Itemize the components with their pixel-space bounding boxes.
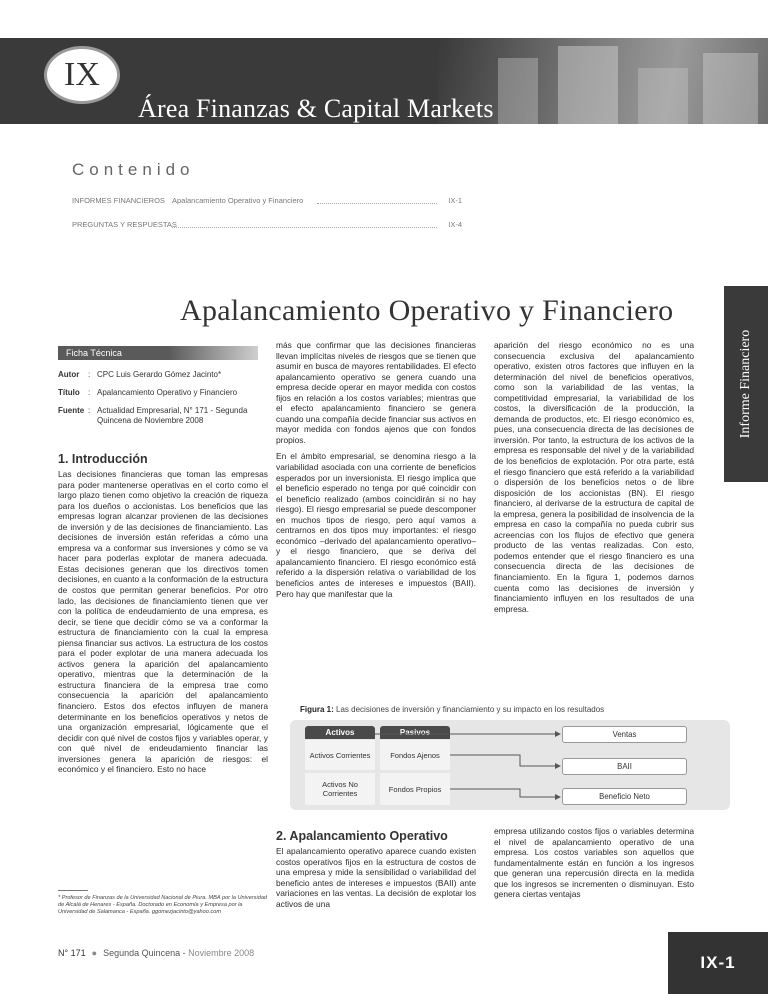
footnote: * Profesor de Finanzas de la Universidad Nacional de Piura. MBA por la Universidad de Alcalá de Henares - España. Doctorado en Economía y Empresa por la Universidad de Salamanca - España. ggomezjacinto@yahoo.com	[58, 895, 268, 915]
body-text: Las decisiones financieras que toman las empresas para poder mantenerse operativas en el corto como el largo plazo tienen como objetivo la creación de riqueza para los dueños o accionistas. Los beneficios que las empresas logran alcanzar provienen de las decisiones de inversión y de las decisiones de financiamiento. Las decisiones de inversión están referidas a cómo una empresa va a conformar sus inversiones y cómo se va hacer para poderlas explotar de manera adecuada. Estas decisiones generan que los directivos tomen decisiones, en cuanto a la conformación de la estructura de costos que permitan generar beneficios. Por otro lado, las decisiones de financiamiento tienen que ver con la política de endeudamiento de una empresa, es decir, se tiene que decidir cómo se va a conformar la estructura de financiamiento con la cual la empresa piensa financiar sus activos. La estructura de los costos para el poder explotar de una manera adecuada los activos genera la aparición del apalancamiento operativo, mientras que la determinación de la estructura financiera de la empresa trae como consecuencia la aparición del apalancamiento financiero. Estos dos efectos influyen de manera determinante en los beneficios operativos y netos de una organización empresarial, lógicamente que el decidir con qué nivel de costos fijos y variables operar, y con qué nivel de endeudamiento financiar las inversiones genera la aparición de riesgos: el económico y el financiero. Esto no hace	[58, 469, 268, 775]
activos-header: Activos	[305, 726, 375, 739]
activos-corrientes: Activos Corrientes	[305, 740, 375, 770]
contents-title: Contenido	[72, 160, 195, 179]
baii-box: BAII	[562, 758, 687, 775]
toc-section: INFORMES FINANCIEROS	[72, 196, 165, 205]
body-text: aparición del riesgo económico no es una consecuencia exclusiva del apalancamiento operativo, existen otros factores que influyen en la determinación del nivel de beneficios operativos, como son la variabilidad de las ventas, la competitividad empresarial, la variabilidad de los costos, la diversificación de la producción, la demanda de productos, etc. El riesgo económico es, pues, una consecuencia directa de las decisiones de inversión. Por tanto, la estructura de los activos de la empresa es responsable del nivel y de la variabilidad de los beneficios de explotación. Por otra parte, está el riesgo financiero que está referido a la variabilidad o dispersión de los beneficios netos o de libre disposición de los accionistas (BN). El riesgo financiero, al derivarse de la estructura de capital de la empresa, genera la posibilidad de insolvencia de la empresa en caso la compañía no pueda cubrir sus acreencias con los flujos de efectivo que genera producto de las ventas realizadas. Con esto, podemos entender que el riesgo financiero es una consecuencia directa de las decisiones de financiamiento. En la figura 1, podemos darnos cuenta como las decisiones de inversión y financiamiento influyen en los resultados de una empresa.	[494, 340, 694, 614]
activos-no-corrientes: Activos No Corrientes	[305, 773, 375, 805]
toc-leader	[172, 227, 437, 228]
toc-page: IX-4	[448, 220, 462, 229]
section-heading: 1. Introducción	[58, 452, 148, 466]
toc-row[interactable]	[72, 196, 462, 210]
ficha-header: Ficha Técnica	[58, 346, 258, 360]
toc-item[interactable]: Apalancamiento Operativo y Financiero	[172, 196, 304, 205]
section-title: Área Finanzas & Capital Markets	[138, 94, 494, 123]
arrow-baii	[450, 755, 560, 766]
fondos-propios: Fondos Propios	[380, 773, 450, 805]
figure-caption: Figura 1: Las decisiones de inversión y financiamiento y su impacto en los resultados	[300, 705, 605, 714]
footnote-rule	[58, 890, 88, 891]
side-tab	[724, 286, 768, 482]
section-badge: IX	[44, 46, 120, 104]
pasivos-header: Pasivos	[380, 726, 450, 739]
toc-row[interactable]	[72, 220, 462, 234]
section-heading: 2. Apalancamiento Operativo	[276, 829, 448, 843]
ventas-box: Ventas	[562, 726, 687, 743]
footer-issue: N° 171 ● Segunda Quincena - Noviembre 2008	[58, 948, 255, 958]
body-text	[276, 340, 476, 599]
ficha-row: Fuente : Actualidad Empresarial, N° 171 - Segunda Quincena de Noviembre 2008	[58, 406, 248, 425]
paragraph: En el ámbito empresarial, se denomina riesgo a la variabilidad asociada con una corriente de beneficios esperados por un inversionista. El riesgo implica que el beneficio esperado no tenga por qué coincidir con el beneficio realizado (ambos coincidirán si no hay riesgo). El riesgo empresarial se puede descomponer en muchos tipos de riesgo, pero aquí vamos a centrarnos en dos tipos muy importantes: el riesgo económico –derivado del apalancamiento operativo– y el riesgo financiero, que se deriva del apalancamiento financiero. El riesgo económico está referido a la dispersión relativa o variabilidad de los beneficios antes de intereses e impuestos (BAII). Pero hay que manifestar que la	[276, 451, 476, 599]
body-text: empresa utilizando costos fijos o variables determina el nivel de apalancamiento operativo de una empresa. Los costos variables son aquellos que fundamentalmente están en función a los ingresos que generan una repercusión directa en la medida que los ingresos se incrementen o disminuyan. Esto genera ciertas ventajas	[494, 826, 694, 900]
fondos-ajenos: Fondos Ajenos	[380, 740, 450, 770]
beneficio-neto-box: Beneficio Neto	[562, 788, 687, 805]
ficha-row: Título : Apalancamiento Operativo y Financiero	[58, 388, 238, 397]
article-title: Apalancamiento Operativo y Financiero	[180, 294, 674, 327]
body-text: El apalancamiento operativo aparece cuando existen costos operativos fijos en la estructura de costos de una empresa y mide la sensibilidad o variabilidad del beneficio antes de intereses e impuestos (BAII) ante variaciones en las ventas. La decisión de explotar los activos de una	[276, 846, 476, 909]
toc-section: PREGUNTAS Y RESPUESTAS	[72, 220, 177, 229]
paragraph: más que confirmar que las decisiones financieras llevan implícitas niveles de riesgos que se tienen que asumir en busca de mayores rentabilidades. El efecto apalancamiento operativo se genera cuando una empresa decide operar en mayor medida con costos fijos en relación a los costos variables; mientras que el efecto apalancamiento financiero se genera cuando una compañía decide financiar sus activos en mayor medida con fondos ajenos que con fondos propios.	[276, 340, 476, 445]
ficha-row: Autor : CPC Luis Gerardo Gómez Jacinto*	[58, 370, 222, 379]
side-tab-label: Informe Financiero	[738, 329, 753, 439]
page-number: IX-1	[668, 932, 768, 994]
toc-page: IX-1	[448, 196, 462, 205]
toc-leader	[317, 203, 437, 204]
arrow-beneficio	[450, 789, 560, 797]
figure-arrows	[290, 720, 730, 810]
